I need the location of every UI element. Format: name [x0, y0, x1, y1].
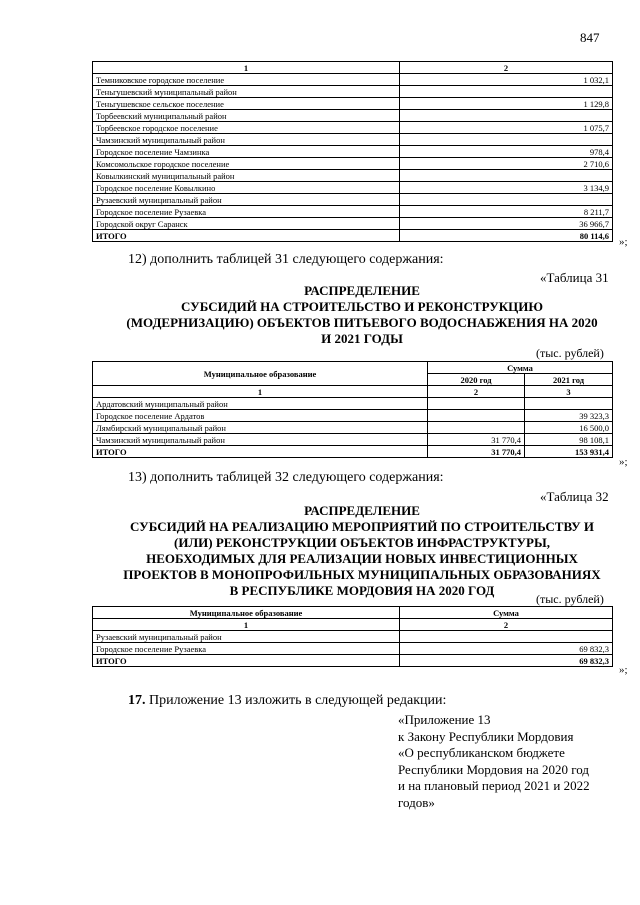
- column-number: 2: [428, 386, 525, 398]
- table-cell: Торбеевский муниципальный район: [93, 110, 400, 122]
- item-17-number: 17.: [128, 693, 146, 708]
- table-row: [93, 134, 613, 146]
- page-number: 847: [580, 30, 600, 45]
- table-cell: 69 832,3: [400, 643, 613, 655]
- table-cell: [428, 398, 525, 410]
- table-total-row: [93, 446, 613, 458]
- column-number: 3: [525, 386, 613, 398]
- table-cell: 153 931,4: [525, 446, 613, 458]
- table-cell: [400, 631, 613, 643]
- table-header-row: [93, 607, 613, 619]
- units-label: (тыс. рублей): [536, 592, 604, 606]
- heading-line: ПРОЕКТОВ В МОНОПРОФИЛЬНЫХ МУНИЦИПАЛЬНЫХ ОБРАЗОВАНИЯХ: [123, 567, 601, 582]
- table-row: [93, 182, 613, 194]
- closing-quote: »;: [619, 456, 628, 468]
- item-17-body: Приложение 13 изложить в следующей редакции:: [149, 693, 447, 708]
- table-cell: 1 032,1: [400, 74, 613, 86]
- table-cell: Городское поселение Ардатов: [93, 410, 428, 422]
- column-header-sum: Сумма: [428, 362, 613, 374]
- table-cell: Теньгушевский муниципальный район: [93, 86, 400, 98]
- table-32-reference: «Таблица 32: [540, 489, 609, 504]
- heading-line: РАСПРЕДЕЛЕНИЕ: [304, 503, 420, 518]
- column-header-municipality: Муниципальное образование: [93, 607, 400, 619]
- table-row: [93, 98, 613, 110]
- table-cell: 1 075,7: [400, 122, 613, 134]
- table-total-row: [93, 655, 613, 667]
- column-header-municipality: Муниципальное образование: [93, 362, 428, 386]
- table-31-reference: «Таблица 31: [540, 270, 609, 285]
- table-row: [93, 422, 613, 434]
- table-cell: Комсомольское городское поселение: [93, 158, 400, 170]
- column-number: 2: [400, 619, 613, 631]
- table-cell: Ардатовский муниципальный район: [93, 398, 428, 410]
- heading-line: РАСПРЕДЕЛЕНИЕ: [304, 283, 420, 298]
- table-header-row: [93, 362, 613, 374]
- table-cell: [428, 422, 525, 434]
- closing-quote: »;: [619, 664, 628, 676]
- table-cell: 978,4: [400, 146, 613, 158]
- clause-13-text: 13) дополнить таблицей 32 следующего содержания:: [128, 470, 444, 485]
- table-cell: ИТОГО: [93, 446, 428, 458]
- table-cell: ИТОГО: [93, 230, 400, 242]
- table-31-heading: [88, 283, 636, 347]
- table-31: [92, 361, 613, 458]
- table-cell: Чамзинский муниципальный район: [93, 134, 400, 146]
- table-number-row: [93, 386, 613, 398]
- table-row: [93, 158, 613, 170]
- table-row: [93, 434, 613, 446]
- appendix-reference: [398, 712, 590, 811]
- column-header: 1: [93, 62, 400, 74]
- heading-line: В РЕСПУБЛИКЕ МОРДОВИЯ НА 2020 ГОД: [229, 583, 495, 598]
- table-cell: Рузаевский муниципальный район: [93, 194, 400, 206]
- table-row: [93, 643, 613, 655]
- table-row: [93, 398, 613, 410]
- table-row: [93, 218, 613, 230]
- heading-line: (МОДЕРНИЗАЦИЮ) ОБЪЕКТОВ ПИТЬЕВОГО ВОДОСНАБЖЕНИЯ НА 2020: [126, 315, 598, 330]
- table-total-row: [93, 230, 613, 242]
- table-cell: [400, 134, 613, 146]
- table-cell: 3 134,9: [400, 182, 613, 194]
- heading-line: СУБСИДИЙ НА СТРОИТЕЛЬСТВО И РЕКОНСТРУКЦИЮ: [180, 299, 544, 314]
- table-cell: 98 108,1: [525, 434, 613, 446]
- table-cell: Городское поселение Рузаевка: [93, 643, 400, 655]
- table-cell: 1 129,8: [400, 98, 613, 110]
- table-row: [93, 631, 613, 643]
- table-cell: 2 710,6: [400, 158, 613, 170]
- table-cell: Темниковское городское поселение: [93, 74, 400, 86]
- table-cell: Городской округ Саранск: [93, 218, 400, 230]
- table-cell: 16 500,0: [525, 422, 613, 434]
- column-header: 2: [400, 62, 613, 74]
- heading-line: НЕОБХОДИМЫХ ДЛЯ РЕАЛИЗАЦИИ НОВЫХ ИНВЕСТИЦИОННЫХ: [146, 551, 578, 566]
- table-cell: Лямбирский муниципальный район: [93, 422, 428, 434]
- table-cell: 31 770,4: [428, 434, 525, 446]
- table-row: [93, 206, 613, 218]
- table-cell: [428, 410, 525, 422]
- appendix-line: годов»: [398, 794, 435, 810]
- table-cell: [525, 398, 613, 410]
- table-row: [93, 110, 613, 122]
- table-cell: [400, 194, 613, 206]
- table-row: [93, 74, 613, 86]
- table-cell: Рузаевский муниципальный район: [93, 631, 400, 643]
- table-cell: 69 832,3: [400, 655, 613, 667]
- table-cell: Городское поселение Ковылкино: [93, 182, 400, 194]
- table-number-row: [93, 619, 613, 631]
- closing-quote: »;: [619, 236, 628, 248]
- table-row: [93, 146, 613, 158]
- appendix-line: «Приложение 13: [398, 712, 491, 727]
- table-cell: Городское поселение Чамзинка: [93, 146, 400, 158]
- table-cell: Торбеевское городское поселение: [93, 122, 400, 134]
- table-cell: Теньгушевское сельское поселение: [93, 98, 400, 110]
- units-label: (тыс. рублей): [536, 346, 604, 360]
- column-number: 1: [93, 619, 400, 631]
- table-cell: [400, 110, 613, 122]
- table-32-heading: [88, 503, 636, 599]
- item-17-text: [128, 693, 446, 709]
- table-row: [93, 410, 613, 422]
- table-header-row: [93, 62, 613, 74]
- table-row: [93, 194, 613, 206]
- table-cell: ИТОГО: [93, 655, 400, 667]
- appendix-line: к Закону Республики Мордовия: [398, 728, 574, 744]
- table-32: [92, 606, 613, 667]
- table-cell: 31 770,4: [428, 446, 525, 458]
- table-cell: 39 323,3: [525, 410, 613, 422]
- table-cell: 36 966,7: [400, 218, 613, 230]
- table-cell: 8 211,7: [400, 206, 613, 218]
- table-row: [93, 170, 613, 182]
- column-header-2020: 2020 год: [428, 374, 525, 386]
- appendix-line: «О республиканском бюджете: [398, 745, 565, 760]
- table-cell: Чамзинский муниципальный район: [93, 434, 428, 446]
- clause-12-text: 12) дополнить таблицей 31 следующего содержания:: [128, 252, 444, 267]
- table-cell: Ковылкинский муниципальный район: [93, 170, 400, 182]
- table-cell: [400, 170, 613, 182]
- column-header-2021: 2021 год: [525, 374, 613, 386]
- appendix-line: Республики Мордовия на 2020 год: [398, 761, 589, 777]
- column-header-sum: Сумма: [400, 607, 613, 619]
- table-cell: [400, 86, 613, 98]
- heading-line: СУБСИДИЙ НА РЕАЛИЗАЦИЮ МЕРОПРИЯТИЙ ПО СТРОИТЕЛЬСТВУ И: [129, 519, 595, 534]
- appendix-line: и на плановый период 2021 и 2022: [398, 778, 590, 793]
- table-cell: Городское поселение Рузаевка: [93, 206, 400, 218]
- table-cell: 80 114,6: [400, 230, 613, 242]
- heading-line: И 2021 ГОДЫ: [321, 331, 403, 346]
- table-row: [93, 122, 613, 134]
- heading-line: (ИЛИ) РЕКОНСТРУКЦИИ ОБЪЕКТОВ ИНФРАСТРУКТУРЫ,: [174, 535, 550, 550]
- subsidy-table-continued: [92, 61, 613, 242]
- table-row: [93, 86, 613, 98]
- column-number: 1: [93, 386, 428, 398]
